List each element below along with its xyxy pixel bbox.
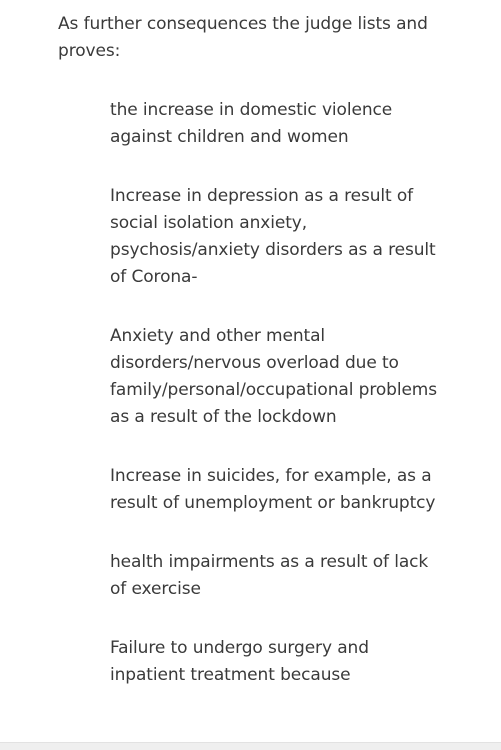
list-item: the increase in domestic violence against children and women <box>110 100 393 147</box>
bottom-toolbar <box>0 742 501 750</box>
list-item: Increase in suicides, for example, as a result of unemployment or bankruptcy <box>110 466 436 513</box>
list-item: Increase in depression as a result of social isolation anxiety, psychosis/anxiety disorders as a result of Corona- <box>110 186 436 287</box>
list-item: health impairments as a result of lack of exercise <box>110 552 429 599</box>
intro-paragraph: As further consequences the judge lists and proves: <box>58 14 428 61</box>
list-item: Failure to undergo surgery and inpatient treatment because <box>110 638 369 685</box>
list-item: Anxiety and other mental disorders/nervous overload due to family/personal/occupational problems as a result of the lockdown <box>110 326 438 427</box>
consequences-list <box>110 97 440 721</box>
